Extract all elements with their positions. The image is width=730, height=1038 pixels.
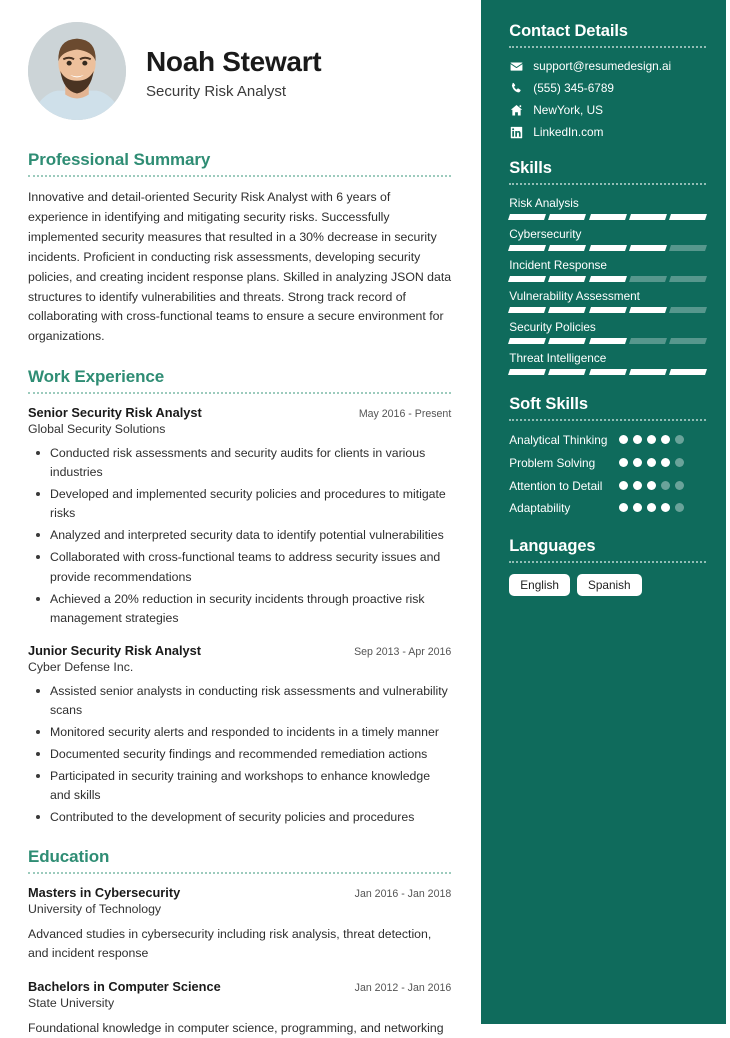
soft-skill-dot [675, 435, 684, 444]
skill-segment [508, 307, 546, 313]
experience-entry-header [28, 643, 451, 658]
experience-bullet: Collaborated with cross-functional teams to address security issues and provide recommendations [28, 548, 451, 586]
sidebar-section-title: Languages [509, 537, 596, 555]
education-list [28, 885, 451, 1038]
soft-skill-level-dots [619, 500, 693, 512]
soft-skill-level-dots [619, 455, 693, 467]
experience-role: Senior Security Risk Analyst [28, 405, 202, 421]
skill-segment [548, 214, 586, 220]
education-entry-header [28, 885, 451, 900]
sidebar-section-contact [509, 22, 706, 139]
skill-row [509, 196, 706, 220]
sidebar-divider [509, 183, 706, 185]
skill-level-bar [509, 276, 706, 282]
soft-skill-dot [661, 503, 670, 512]
sidebar [481, 0, 726, 1024]
language-chips [509, 574, 706, 596]
skill-segment [629, 245, 667, 251]
skill-segment [629, 214, 667, 220]
experience-bullet: Developed and implemented security policies and procedures to mitigate risks [28, 485, 451, 523]
home-icon [509, 103, 523, 117]
soft-skill-row [509, 478, 706, 495]
skill-segment [669, 245, 707, 251]
education-entry [28, 885, 451, 964]
skill-label: Incident Response [509, 258, 607, 272]
soft-skill-dot [661, 435, 670, 444]
experience-bullet: Conducted risk assessments and security audits for clients in various industries [28, 444, 451, 482]
skill-row [509, 351, 706, 375]
contact-item[interactable] [509, 81, 706, 95]
skill-segment [589, 369, 627, 375]
sidebar-section-skills [509, 159, 706, 375]
experience-bullet: Monitored security alerts and responded to incidents in a timely manner [28, 723, 451, 742]
section-professional-summary [28, 150, 451, 347]
skill-segment [669, 369, 707, 375]
soft-skill-label: Analytical Thinking [509, 433, 608, 447]
soft-skill-dot [647, 435, 656, 444]
skill-segment [589, 245, 627, 251]
section-work-experience [28, 367, 451, 827]
experience-bullet: Documented security findings and recommended remediation actions [28, 745, 451, 764]
education-entry-header [28, 979, 451, 994]
sidebar-divider [509, 561, 706, 563]
envelope-icon [509, 59, 523, 73]
sidebar-section-title: Soft Skills [509, 395, 588, 413]
soft-skill-dot [619, 458, 628, 467]
experience-bullet: Contributed to the development of security policies and procedures [28, 808, 451, 827]
skill-level-bar [509, 338, 706, 344]
skill-row [509, 258, 706, 282]
contact-value: NewYork, US [533, 103, 603, 117]
skill-label: Cybersecurity [509, 227, 582, 241]
skill-row [509, 289, 706, 313]
skill-segment [589, 307, 627, 313]
section-divider [28, 872, 451, 874]
skill-segment [669, 276, 707, 282]
skill-segment [508, 276, 546, 282]
summary-text: Innovative and detail-oriented Security Risk Analyst with 6 years of experience in identifying and mitigating security risks. Successfully implemented security measures that resulted in a 30% decrease in security incidents. Proficient in conducting risk assessments, developing security policies, and creating incident response plans. Skilled in analyzing JSON data structures to identify vulnerabilities and threats. Strong track record of collaborating with cross-functional teams to ensure a secure environment for organizations. [28, 190, 452, 344]
skill-segment [589, 276, 627, 282]
experience-date: Sep 2013 - Apr 2016 [354, 645, 452, 658]
sidebar-section-title: Contact Details [509, 22, 628, 40]
skill-segment [548, 276, 586, 282]
soft-skill-dot [647, 481, 656, 490]
sidebar-section-languages [509, 537, 706, 596]
skill-row [509, 320, 706, 344]
soft-skill-dot [675, 458, 684, 467]
skill-segment [508, 245, 546, 251]
person-photo-icon [28, 22, 126, 120]
soft-skill-dot [619, 435, 628, 444]
soft-skills-list [509, 432, 706, 517]
skill-segment [629, 276, 667, 282]
sidebar-divider [509, 46, 706, 48]
skill-segment [548, 369, 586, 375]
section-education [28, 847, 451, 1038]
soft-skill-label: Attention to Detail [509, 478, 603, 493]
sidebar-section-soft-skills [509, 395, 706, 517]
education-entry [28, 979, 451, 1038]
experience-list [28, 405, 451, 827]
soft-skill-dot [633, 435, 642, 444]
resume-header [28, 22, 451, 120]
section-title: Education [28, 847, 110, 866]
experience-organization: Cyber Defense Inc. [28, 659, 134, 674]
education-degree: Bachelors in Computer Science [28, 978, 221, 994]
linkedin-icon [509, 125, 523, 139]
contact-item[interactable] [509, 125, 706, 139]
contact-item[interactable] [509, 103, 706, 117]
skill-segment [669, 214, 707, 220]
experience-bullet-list [28, 682, 451, 827]
soft-skill-dot [647, 458, 656, 467]
skill-segment [508, 214, 546, 220]
skill-level-bar [509, 245, 706, 251]
soft-skill-dot [675, 503, 684, 512]
skill-segment [548, 338, 586, 344]
soft-skill-dot [633, 458, 642, 467]
education-degree: Masters in Cybersecurity [28, 885, 181, 900]
experience-entry [28, 405, 451, 627]
contact-list [509, 59, 706, 139]
skill-segment [669, 307, 707, 313]
soft-skill-dot [619, 503, 628, 512]
soft-skill-dot [633, 503, 642, 512]
contact-value: support@resumedesign.ai [533, 59, 672, 73]
skill-label: Security Policies [509, 320, 596, 334]
section-title: Professional Summary [28, 150, 211, 169]
soft-skill-row [509, 455, 706, 472]
skill-segment [508, 338, 546, 344]
skill-label: Risk Analysis [509, 196, 579, 210]
skill-level-bar [509, 307, 706, 313]
education-description: Foundational knowledge in computer science, programming, and networking [28, 1020, 444, 1035]
section-divider [28, 175, 451, 177]
experience-bullet: Analyzed and interpreted security data to identify potential vulnerabilities [28, 526, 451, 545]
skill-segment [589, 214, 627, 220]
candidate-title: Security Risk Analyst [146, 83, 287, 101]
education-school: State University [28, 995, 115, 1010]
experience-bullet-list [28, 444, 451, 627]
education-school: University of Technology [28, 902, 162, 916]
soft-skill-level-dots [619, 478, 693, 490]
experience-entry-header [28, 405, 451, 420]
soft-skill-dot [661, 481, 670, 490]
soft-skill-dot [647, 503, 656, 512]
experience-bullet: Assisted senior analysts in conducting risk assessments and vulnerability scans [28, 682, 451, 720]
candidate-name: Noah Stewart [146, 45, 322, 77]
soft-skill-dot [675, 481, 684, 490]
name-block [146, 42, 321, 100]
education-date: Jan 2012 - Jan 2016 [354, 981, 452, 994]
soft-skill-row [509, 432, 706, 449]
skill-segment [589, 338, 627, 344]
skill-segment [629, 307, 667, 313]
skill-segment [548, 307, 586, 313]
experience-entry [28, 643, 451, 827]
soft-skill-dot [619, 481, 628, 490]
skill-row [509, 227, 706, 251]
language-chip[interactable]: English [509, 574, 570, 596]
section-title: Work Experience [28, 367, 165, 387]
skill-segment [629, 369, 667, 375]
skills-list [509, 196, 706, 375]
section-divider [28, 392, 451, 394]
contact-item[interactable] [509, 59, 706, 73]
education-description: Advanced studies in cybersecurity including risk analysis, threat detection, and incident response [28, 927, 432, 961]
soft-skill-dot [661, 458, 670, 467]
soft-skill-level-dots [619, 432, 693, 444]
skill-segment [629, 338, 667, 344]
avatar [28, 22, 126, 120]
phone-icon [509, 81, 523, 95]
skill-label: Threat Intelligence [509, 351, 607, 365]
soft-skill-label: Problem Solving [509, 455, 596, 470]
experience-role: Junior Security Risk Analyst [28, 642, 202, 658]
soft-skill-dot [633, 481, 642, 490]
skill-segment [548, 245, 586, 251]
experience-date: May 2016 - Present [358, 408, 452, 421]
skill-segment [508, 369, 546, 375]
skill-segment [669, 338, 707, 344]
education-date: Jan 2016 - Jan 2018 [354, 888, 452, 900]
skill-level-bar [509, 369, 706, 375]
language-chip[interactable]: Spanish [577, 574, 642, 596]
sidebar-section-title: Skills [509, 159, 552, 177]
soft-skill-label: Adaptability [509, 501, 571, 516]
soft-skill-row [509, 500, 706, 517]
skill-level-bar [509, 214, 706, 220]
skill-label: Vulnerability Assessment [509, 289, 640, 303]
experience-bullet: Achieved a 20% reduction in security incidents through proactive risk management strategies [28, 590, 451, 628]
experience-bullet: Participated in security training and workshops to enhance knowledge and skills [28, 767, 451, 805]
experience-organization: Global Security Solutions [28, 422, 166, 437]
contact-value: (555) 345-6789 [533, 81, 614, 95]
sidebar-divider [509, 419, 706, 421]
contact-value: LinkedIn.com [533, 125, 604, 139]
